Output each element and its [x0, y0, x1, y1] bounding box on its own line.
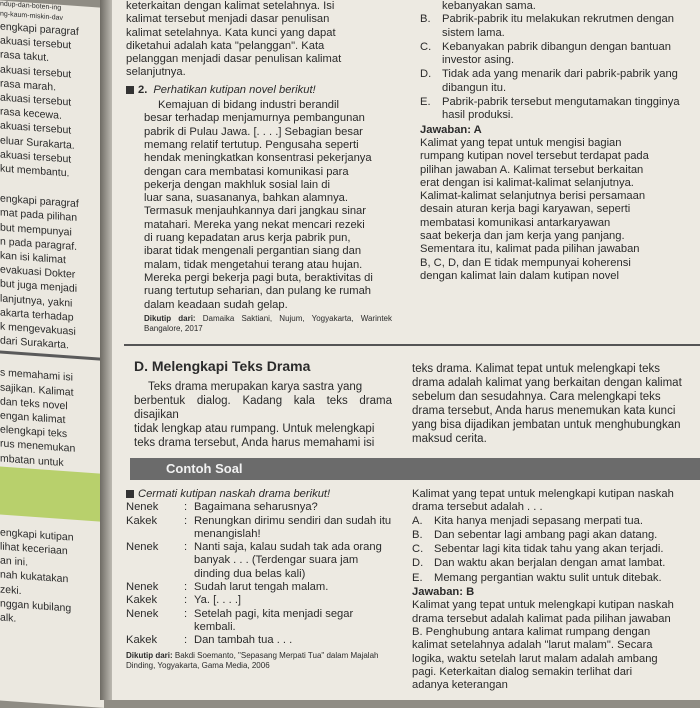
option-text: Dan waktu akan berjalan dengan amat lambat.	[434, 557, 666, 570]
section-line: drama tersebut, Anda harus menemukan kata kunci	[412, 405, 676, 417]
option-key: E.	[412, 571, 423, 584]
novel-passage	[126, 99, 392, 312]
speaker-name: Nenek	[126, 541, 159, 554]
section-line: tidak lengkap atau rumpang. Untuk melengkapi	[134, 423, 375, 435]
left-page-fragment	[0, 0, 104, 708]
explanation-line: membatasi komunikasi antarkaryawan	[420, 216, 611, 229]
dialog-text: Setelah pagi, kita menjadi segar kembali.	[194, 607, 354, 633]
passage-line: luar sana, suasananya, bahkan alamnya.	[144, 192, 348, 205]
left-page-line: mat pada pilihan	[0, 206, 78, 225]
left-page-line: dan teks novel	[0, 395, 68, 413]
passage-line: Kemajuan di bidang industri berandil	[158, 99, 339, 112]
contoh-soal-banner	[130, 458, 700, 480]
dialog-text: Ya. [. . . .]	[194, 594, 242, 607]
dialog-text: Bagaimana seharusnya?	[194, 501, 318, 514]
answer-option	[412, 572, 700, 585]
left-page-line: elengkapi teks	[0, 423, 68, 441]
left-page-line: lihat keceriaan	[0, 540, 68, 558]
explanation-line: drama tersebut adalah kalimat pada pilihan jawaban	[412, 612, 671, 625]
passage-line: Termasuk menjauhkannya dari jangkau sinar	[144, 205, 367, 218]
dialog-text: Sudah larut tengah malam.	[194, 581, 329, 594]
colon: :	[184, 501, 188, 514]
passage-line: malam, tidak mengetahui terang atau hujan.	[144, 258, 363, 271]
text-line: pelanggan menjadi dasar penulisan kalimat	[126, 53, 342, 66]
left-page-line: evakuasi Dokter	[0, 263, 76, 282]
left-page-line: rasa marah.	[0, 77, 57, 94]
passage-line: besar terhadap menjamurnya pembangunan	[144, 112, 365, 125]
left-page-line: dari Surakarta.	[0, 334, 69, 352]
option-text: Memang pergantian waktu sulit untuk ditebak.	[434, 571, 662, 584]
speaker-name: Nenek	[126, 607, 159, 620]
contoh-prompt: Cermati kutipan naskah drama berikut!	[126, 488, 396, 501]
book-page	[112, 0, 700, 700]
passage-line: Mereka pergi bekerja pagi buta, beraktivitas di	[144, 271, 373, 284]
text-line: diketahui adalah kata "pelanggan". Kata	[126, 39, 325, 52]
left-page-line: sajikan. Kalimat	[0, 381, 74, 399]
dialog-line	[126, 501, 396, 514]
option-text: Kita hanya menjadi sepasang merpati tua.	[434, 514, 643, 527]
option-text: Pabrik-pabrik itu melakukan rekrutmen dengan sistem lama.	[442, 13, 674, 39]
option-text: Tidak ada yang menarik dari pabrik-pabrik yang dibangun itu.	[442, 68, 678, 94]
left-page-line: rasa takut.	[0, 48, 50, 65]
speaker-name: Nenek	[126, 501, 159, 514]
explanation-line: Kalimat-kalimat selanjutnya berisi persamaan	[420, 190, 646, 203]
option-text: Dan sebentar lagi ambang pagi akan datang.	[434, 528, 658, 541]
dialog-text: Renungkan dirimu sendiri dan sudah itu menangislah!	[194, 514, 392, 540]
option-key: C.	[420, 40, 432, 53]
question-2-heading	[126, 84, 392, 97]
passage-line: dalam keadaan sudah gelap.	[144, 298, 288, 311]
explanation-line: desain aturan kerja bagi karyawan, seperti	[420, 203, 631, 216]
colon: :	[184, 594, 188, 607]
dialog-line	[126, 515, 396, 542]
option-text: Kebanyakan pabrik dibangun dengan bantuan investor asing.	[442, 40, 671, 67]
text-line: selanjutnya.	[126, 66, 186, 79]
green-band	[0, 466, 104, 522]
answer-label: Jawaban: A	[420, 123, 482, 136]
passage-line: ruang tertutup seharian, dan pulang ke rumah	[144, 285, 372, 298]
dialog-line	[126, 594, 396, 607]
passage-source: Dikutip dari: Damaika Saktiani, Nujum, Yogyakarta, Warintek Bangalore, 2017	[144, 313, 392, 333]
contoh-question: Kalimat yang tepat untuk melengkapi kutipan naskah drama tersebut adalah . . .	[412, 488, 674, 514]
answer-option	[412, 543, 700, 556]
left-page-line: engkapi paragraf	[0, 192, 79, 211]
left-page-line: kan isi kalimat	[0, 249, 66, 267]
section-line: berbentuk dialog. Kadang kala teks drama disajikan	[134, 395, 392, 421]
option-a-continuation: kebanyakan sama.	[442, 0, 536, 12]
left-page-line: but mempunyai	[0, 221, 72, 239]
text-line: kalimat tersebut menjadi dasar penulisan	[126, 13, 330, 26]
left-page-line: an ini.	[0, 554, 29, 569]
answer-option	[412, 515, 700, 528]
answer-option	[420, 96, 700, 123]
left-page-line: engkapi kutipan	[0, 526, 74, 544]
section-line: teks drama. Kalimat tepat untuk melengkapi teks	[412, 363, 661, 375]
text-line: keterkaitan dengan kalimat setelahnya. Isi	[126, 0, 335, 12]
answer-option	[420, 13, 700, 40]
left-page-line: akuasi tersebut	[0, 63, 72, 81]
dialog-line	[126, 634, 396, 647]
contoh-right-column	[412, 488, 700, 692]
colon: :	[184, 514, 188, 527]
left-page-line: engan kalimat	[0, 409, 66, 427]
section-line: teks drama tersebut, Anda harus memahami isi	[134, 437, 375, 449]
section-line: sebelum dan sesudahnya. Cara melengkapi teks	[412, 391, 661, 403]
left-page-line: n pada paragraf.	[0, 235, 78, 253]
explanation-line: pagi. Keterkaitan dialog semakin terlihat dari	[412, 665, 633, 678]
left-page-line: nah kukatakan	[0, 568, 69, 586]
left-page-line: kut membantu.	[0, 162, 70, 180]
dialog-line	[126, 581, 396, 594]
left-page-line: but juga menjadi	[0, 277, 78, 296]
left-page-line: rasa kecewa.	[0, 105, 62, 123]
section-d-left-text	[134, 380, 392, 450]
explanation-line: logika, waktu setelah larut malam adalah ambang	[412, 652, 658, 665]
dialog-line	[126, 541, 396, 581]
passage-line: ibarat tidak mengenali pergantian siang dan	[144, 245, 362, 258]
explanation-line: rumpang kutipan novel tersebut terdapat pada	[420, 150, 649, 163]
section-title: D. Melengkapi Teks Drama	[134, 358, 311, 374]
left-page-line: akuasi tersebut	[0, 34, 72, 52]
text-line: kalimat setelahnya. Kata kunci yang dapat	[126, 26, 336, 39]
section-divider	[0, 350, 104, 361]
top-right-column	[420, 0, 700, 283]
left-page-line: ndup-dan-boten-ing	[0, 0, 62, 12]
left-page-line: k mengevakuasi	[0, 320, 76, 338]
passage-line: hendak meningkatkan konsentrasi pekerjanya	[144, 152, 372, 165]
contoh-explanation	[412, 599, 700, 692]
section-line: drama adalah kalimat yang berkaitan dengan kalimat	[412, 377, 682, 389]
option-key: D.	[412, 557, 424, 570]
section-line: yang bisa dijadikan jembatan untuk menghubungkan	[412, 419, 681, 431]
explanation-line: Kalimat yang tepat untuk mengisi bagian	[420, 136, 622, 149]
contoh-soal-label: Contoh Soal	[166, 461, 243, 476]
drama-source: Dikutip dari: Bakdi Soemanto, "Sepasang Merpati Tua" dalam Majalah Dinding, Yogyakarta, Gama Media, 2006	[126, 650, 379, 670]
section-divider	[124, 344, 700, 346]
explanation-line: Sementara itu, kalimat pada pilihan jawaban	[420, 243, 640, 256]
explanation-line: Kalimat yang tepat untuk melengkapi kutipan naskah	[412, 599, 674, 612]
answer-option	[420, 41, 700, 68]
colon: :	[184, 581, 188, 594]
intro-text	[126, 0, 392, 80]
answer-explanation	[420, 137, 700, 283]
section-line: Teks drama merupakan karya sastra yang	[148, 381, 363, 393]
passage-line: di ruang kepadatan arus kerja pabrik pun,	[144, 232, 351, 245]
left-page-line: akuasi tersebut	[0, 148, 72, 166]
left-page-line: zeki.	[0, 583, 22, 597]
option-key: A.	[412, 514, 423, 527]
speaker-name: Nenek	[126, 581, 159, 594]
passage-line: memang relatif tertutup. Pengusaha seperti	[144, 138, 359, 151]
left-page-line: ng-kaum-miskin-dav	[0, 10, 64, 22]
explanation-line: B. Penghubung antara kalimat rumpang dengan	[412, 625, 651, 638]
answer-option	[412, 557, 700, 570]
left-page-line: mbatan untuk	[0, 452, 64, 469]
passage-line: pekerja dengan makhluk sosial lain di	[144, 178, 330, 191]
answer-options	[420, 13, 700, 122]
explanation-line: pilihan jawaban A. Kalimat tersebut berkaitan	[420, 163, 644, 176]
colon: :	[184, 634, 188, 647]
colon: :	[184, 607, 188, 620]
left-page-line: akuasi tersebut	[0, 119, 72, 137]
answer-option	[420, 68, 700, 95]
section-d-right-text	[412, 362, 700, 446]
contoh-left-column	[126, 488, 396, 671]
question-prompt: Perhatikan kutipan novel berikut!	[153, 83, 316, 96]
explanation-line: dengan kalimat lain dalam kutipan novel	[420, 269, 620, 282]
left-page-line: s memahami isi	[0, 366, 73, 385]
explanation-line: saat bekerja dan jam kerja yang panjang.	[420, 230, 625, 243]
option-text: Pabrik-pabrik tersebut mengutamakan tingginya hasil produksi.	[442, 96, 680, 122]
option-key: C.	[412, 543, 424, 556]
passage-line: matahari. Mereka yang nekat mencari rezeki	[144, 218, 365, 231]
option-key: D.	[420, 68, 432, 81]
drama-dialog	[126, 501, 396, 647]
left-page-line: akarta terhadap	[0, 306, 74, 324]
square-bullet-icon	[126, 490, 134, 498]
dialog-text: Nanti saja, kalau sudah tak ada orang banyak . . . (Terdengar suara jam dinding dua belas kali)	[194, 541, 382, 580]
question-number: 2.	[138, 83, 148, 96]
left-page-line: alk.	[0, 611, 17, 625]
explanation-line: adanya keterangan	[412, 679, 508, 692]
section-line: maksud cerita.	[412, 433, 487, 445]
dialog-line	[126, 608, 396, 635]
answer-option	[412, 529, 700, 542]
contoh-options	[412, 515, 700, 585]
speaker-name: Kakek	[126, 594, 158, 607]
option-key: B.	[412, 528, 423, 541]
top-left-column	[126, 0, 392, 334]
contoh-answer-label: Jawaban: B	[412, 586, 475, 599]
option-key: B.	[420, 13, 431, 26]
option-key: E.	[420, 96, 431, 109]
square-bullet-icon	[126, 86, 134, 94]
dialog-text: Dan tambah tua . . .	[194, 634, 293, 647]
speaker-name: Kakek	[126, 634, 158, 647]
left-page-line: lanjutnya, yakni	[0, 292, 73, 310]
left-page-line: nggan kubilang	[0, 597, 72, 615]
left-page-line: eluar Surakarta.	[0, 134, 75, 152]
left-page-line: rus menemukan	[0, 437, 76, 456]
explanation-line: erat dengan isi kalimat-kalimat selanjutnya.	[420, 176, 634, 189]
colon: :	[184, 541, 188, 554]
passage-line: dengan cara membatasi komunikasi para	[144, 165, 349, 178]
passage-line: pabrik di Pulau Jawa. [. . . .] Sebagian besar	[144, 125, 363, 138]
left-page-line: akuasi tersebut	[0, 91, 72, 109]
speaker-name: Kakek	[126, 514, 158, 527]
left-page-line: engkapi paragraf	[0, 20, 79, 39]
explanation-line: kalimat setelahnya adalah "larut malam". Secara	[412, 639, 653, 652]
option-text: Sebentar lagi kita tidak tahu yang akan terjadi.	[434, 543, 664, 556]
explanation-line: B, C, D, dan E tidak mempunyai koherensi	[420, 256, 631, 269]
